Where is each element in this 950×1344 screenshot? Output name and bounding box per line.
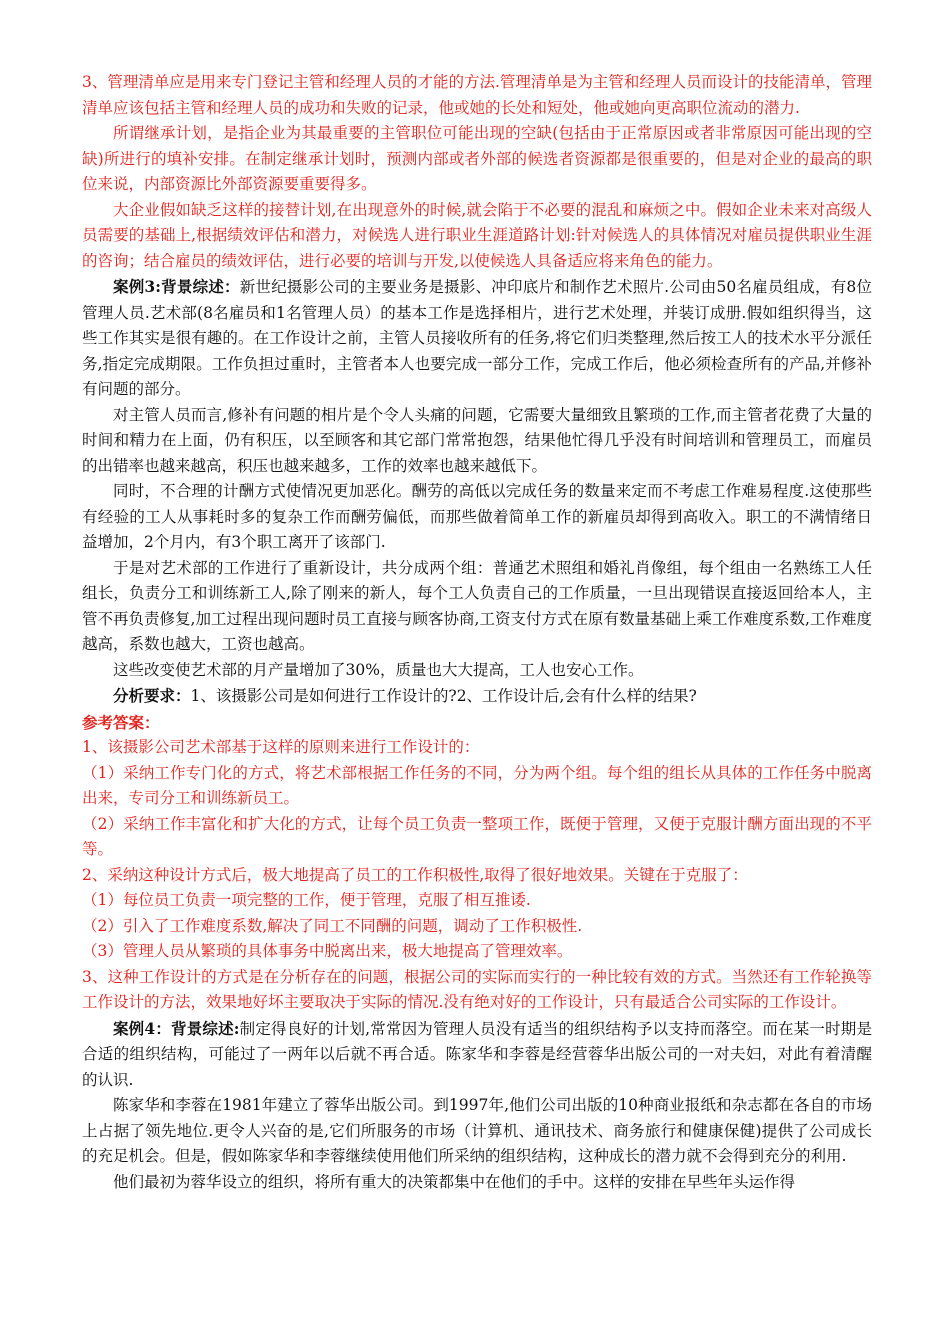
answer-2-1: （1）每位员工负责一项完整的工作，便于管理，克服了相互推诿.: [82, 891, 531, 909]
paragraph-20: 陈家华和李蓉在1981年建立了蓉华出版公司。到1997年,他们公司出版的10种商业报纸和杂志都在各自的市场上占据了领先地位.更令人兴奋的是,它们所服务的市场（计算机、通讯技术、商务旅行和健康保健)提供了公司成长的充足机会。但是，假如陈家华和李蓉继续使用他们所采纳的组织结构，这种成长的潜力就不会得到充分的利用.: [82, 1096, 872, 1165]
case-3-body: 新世纪摄影公司的主要业务是摄影、冲印底片和制作艺术照片.公司由50名雇员组成，有8位管理人员.艺术部(8名雇员和1名管理人员）的基本工作是选择相片，进行艺术处理，并装订成册.假如组织得当，这些工作其实是很有趣的。在工作设计之前，主管人员接收所有的任务,将它们归类整理,然后按工人的技术水平分派任务,指定完成期限。工作负担过重时，主管者本人也要完成一部分工作，完成工作后，他必须检查所有的产品,并修补有问题的部分。: [82, 278, 873, 398]
paragraph-2: 所谓继承计划，是指企业为其最重要的主管职位可能出现的空缺(包括由于正常原因或者非常原因可能出现的空缺)所进行的填补安排。在制定继承计划时，预测内部或者外部的候选者资源都是很重要的，但是对企业的最高的职位来说，内部资源比外部资源要重要得多。: [82, 124, 872, 193]
paragraph-8: 这些改变使艺术部的月产量增加了30%，质量也大大提高，工人也安心工作。: [113, 660, 644, 679]
document-page: [82, 70, 872, 1195]
case-4-body: 制定得良好的计划,常常因为管理人员没有适当的组织结构予以支持而落空。而在某一时期是合适的组织结构，可能过了一两年以后就不再合适。陈家华和李蓉是经营蓉华出版公司的一对夫妇，对此有着清醒的认识.: [82, 1019, 872, 1089]
paragraph-9: [82, 683, 872, 710]
answer-2: 2、采纳这种设计方式后，极大地提高了员工的工作积极性,取得了很好地效果。关键在于克服了：: [82, 865, 748, 884]
paragraph-1: 3、管理清单应是用来专门登记主管和经理人员的才能的方法.管理清单是为主管和经理人员而设计的技能清单，管理清单应该包括主管和经理人员的成功和失败的记录，他或她的长处和短处，他或她向更高职位流动的潜力.: [82, 73, 872, 117]
answer-2-2: （2）引入了工作难度系数,解决了同工不同酬的问题，调动了工作积极性.: [82, 916, 583, 935]
paragraph-6: 同时，不合理的计酬方式使情况更加恶化。酬劳的高低以完成任务的数量来定而不考虑工作难易程度.这使那些有经验的工人从事耗时多的复杂工作而酬劳偏低，而那些做着简单工作的新雇员却得到高收入。职工的不满情绪日益增加，2个月内，有3个职工离开了该部门.: [82, 482, 872, 551]
answer-1-1: （1）采纳工作专门化的方式，将艺术部根据工作任务的不同，分为两个组。每个组的组长从具体的工作任务中脱离出来，专司分工和训练新员工。: [82, 763, 872, 807]
paragraph-case-4: [82, 1016, 872, 1094]
answer-2-3: （3）管理人员从繁琐的具体事务中脱离出来，极大地提高了管理效率。: [82, 942, 573, 960]
reference-answer-heading: 参考答案：: [82, 712, 160, 732]
paragraph-7: 于是对艺术部的工作进行了重新设计，共分成两个组：普通艺术照组和婚礼肖像组，每个组由一名熟练工人任组长，负责分工和训练新工人,除了刚来的新人，每个工人负责自己的工作质量，一旦出现错误直接返回给本人，主管不再负责修复,加工过程出现问题时员工直接与顾客协商,工资支付方式在原有数量基础上乘工作难度系数,工作难度越高，系数也越大，工资也越高。: [82, 558, 872, 653]
paragraph-5: 对主管人员而言,修补有问题的相片是个令人头痛的问题，它需要大量细致且繁琐的工作,而主管者花费了大量的时间和精力在上面，仍有积压，以至顾客和其它部门常常抱怨，结果他忙得几乎没有时间培训和管理员工，而雇员的出错率也越来越高，积压也越来越多，工作的效率也越来越低下。: [82, 405, 872, 475]
analysis-body: 1、该摄影公司是如何进行工作设计的?2、工作设计后,会有什么样的结果?: [190, 687, 697, 705]
answer-3: 3、这种工作设计的方式是在分析存在的问题，根据公司的实际而实行的一种比较有效的方式。当然还有工作轮换等工作设计的方法，效果地好坏主要取决于实际的情况.没有绝对好的工作设计，只有最适合公司实际的工作设计。: [82, 967, 872, 1011]
analysis-heading: 分析要求：: [113, 686, 191, 705]
case-4-heading: 案例4：背景综述:: [113, 1018, 240, 1038]
paragraph-21: 他们最初为蓉华设立的组织，将所有重大的决策都集中在他们的手中。这样的安排在早些年头运作得: [113, 1172, 796, 1191]
answer-1: 1、该摄影公司艺术部基于这样的原则来进行工作设计的：: [82, 738, 480, 756]
case-3-heading: 案例3:背景综述：: [113, 277, 240, 296]
paragraph-4: [82, 274, 872, 403]
paragraph-3: 大企业假如缺乏这样的接替计划,在出现意外的时候,就会陷于不必要的混乱和麻烦之中。假如企业未来对高级人员需要的基础上,根据绩效评估和潜力，对候选人进行职业生涯道路计划:针对候选人的具体情况对雇员提供职业生涯的咨询；结合雇员的绩效评估，进行必要的培训与开发,以使候选人具备适应将来角色的能力。: [82, 200, 872, 270]
answer-1-2: （2）采纳工作丰富化和扩大化的方式，让每个员工负责一整项工作，既便于管理，又便于克服计酬方面出现的不平等。: [82, 814, 872, 858]
